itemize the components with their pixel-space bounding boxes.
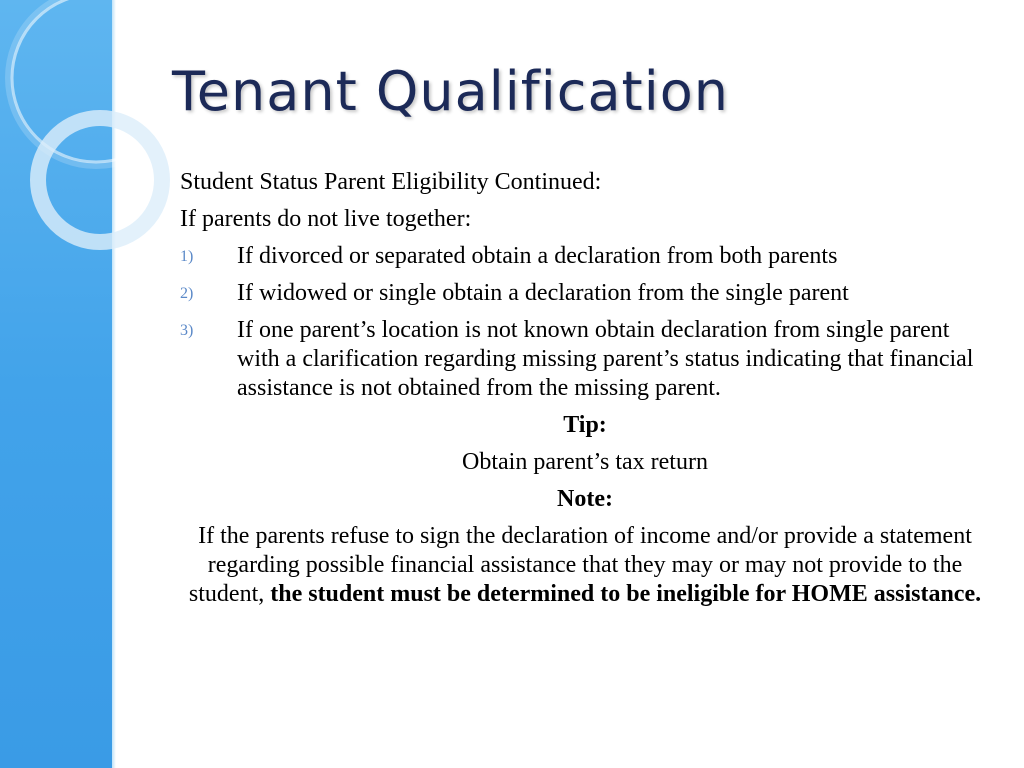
tip-block	[180, 411, 990, 477]
note-paragraph	[180, 522, 990, 609]
list-item	[180, 279, 1000, 308]
slide-title: Tenant Qualification	[172, 60, 729, 123]
intro-line-1: Student Status Parent Eligibility Continued:	[180, 169, 602, 195]
slide	[120, 0, 1020, 768]
list-item	[180, 242, 1000, 271]
list-item-text: If divorced or separated obtain a declaration from both parents	[237, 243, 838, 269]
list-item-text: If one parent’s location is not known obtain declaration from single parent with a clarification regarding missing parent’s status indicating that financial assistance is not obtained from the missing parent.	[237, 317, 974, 401]
list-item	[180, 316, 1000, 403]
list-number: 2)	[180, 285, 194, 302]
intro-line-2: If parents do not live together:	[180, 206, 472, 232]
note-bold-text: the student must be determined to be ineligible for HOME assistance.	[270, 581, 982, 607]
list-number: 1)	[180, 248, 194, 265]
tip-heading: Tip:	[563, 412, 607, 438]
list-item-text: If widowed or single obtain a declaration from the single parent	[237, 280, 849, 306]
note-text: If the parents refuse to sign the declaration of income and/or provide a statement regarding possible financial assistance that they may or may not provide to the student,	[188, 523, 972, 607]
note-heading: Note:	[557, 486, 613, 512]
list-number: 3)	[180, 322, 194, 339]
note-block	[180, 485, 990, 609]
numbered-list	[180, 242, 1000, 403]
tip-text: Obtain parent’s tax return	[462, 449, 708, 475]
slide-body	[180, 168, 1000, 609]
